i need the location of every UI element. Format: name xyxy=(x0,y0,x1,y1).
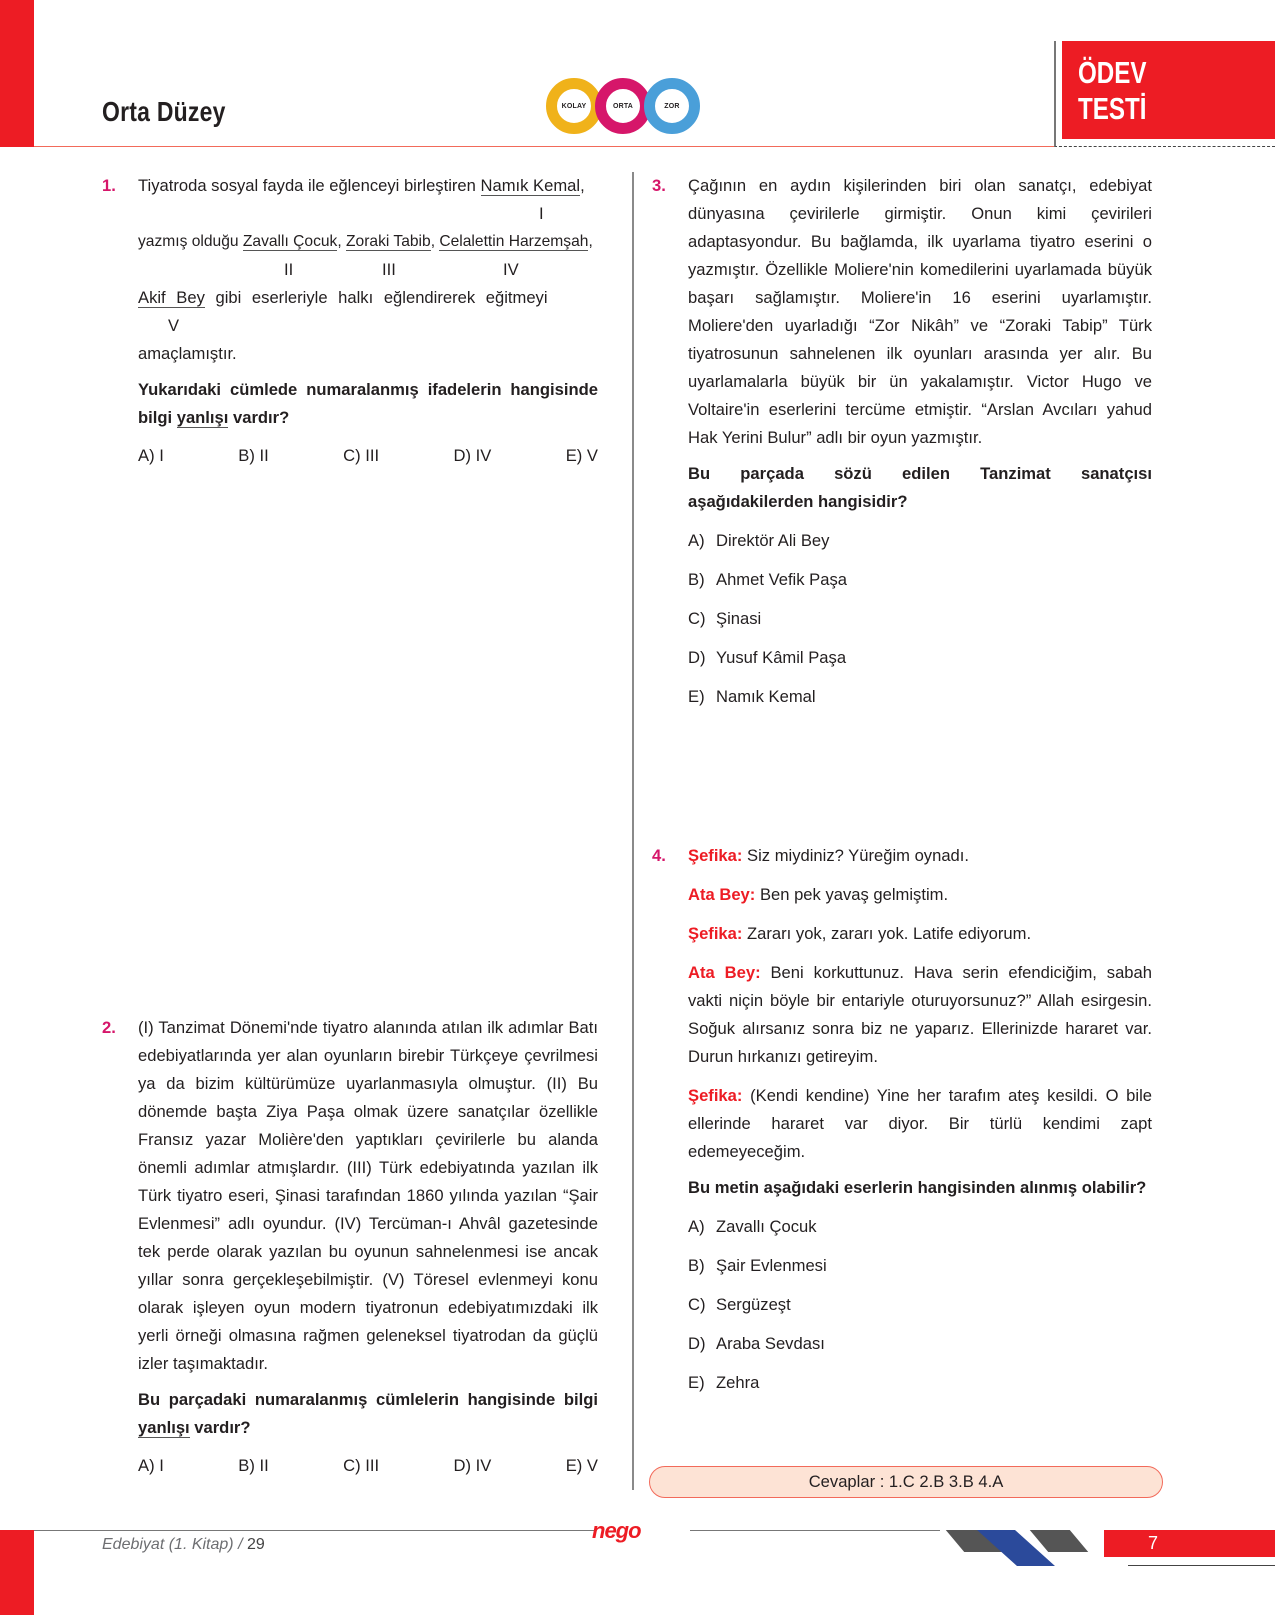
option-e[interactable]: E) Zehra xyxy=(688,1373,760,1392)
option-b[interactable]: B) Ahmet Vefik Paşa xyxy=(688,570,847,589)
roman-label: V xyxy=(168,316,180,335)
question-passage: (I) Tanzimat Dönemi'nde tiyatro alanında atılan ilk adımlar Batı edebiyatlarında yer alan oyunların birebir Türkçeye çevrilmesi ya da bizim kültürümüze uyarlanmasıyla olmuştur. (II) Bu dönemde başta Ziya Paşa olmak üzere sanatçılar özellikle Fransız yazar Molière'den yaptıkları çevirilerle bu alanda önemli adımlar atmışlardır. (III) Türk edebiyatında yazılan ilk Türk tiyatro eseri, Şinasi tarafından 1860 yılında yazılan “Şair Evlenmesi” adlı oyundur. (IV) Tercüman-ı Ahvâl gazetesinde tek perde olarak yazılan bu oyunun sahnelenmesi ise ancak yıllar sonra gerçekleşebilmiştir. (V) Töresel evlenmeyi konu olarak işleyen oyun modern tiyatronun edebiyatımızdaki ilk yerli örneği olmasına rağmen geleneksel tiyatrodan da güçlü izler taşımaktadır. xyxy=(138,1018,598,1373)
footer-divider xyxy=(34,1530,594,1531)
question-stem: Bu parçadaki numaralanmış cümlelerin hangisinde bilgi yanlışı vardır? xyxy=(138,1390,598,1437)
difficulty-orta-ring-icon: ORTA xyxy=(595,78,651,134)
roman-label: III xyxy=(382,260,396,279)
question-number: 3. xyxy=(652,176,666,195)
red-side-bar-bottom xyxy=(0,1530,34,1615)
option-a[interactable]: A) Zavallı Çocuk xyxy=(688,1217,817,1236)
option-c[interactable]: C) Şinasi xyxy=(688,609,762,628)
dialogue-line: Şefika: Siz miydiniz? Yüreğim oynadı. xyxy=(688,846,969,865)
footer-divider xyxy=(690,1530,940,1531)
underlined-phrase-ii: Zavallı Çocuk xyxy=(242,233,338,250)
level-title: Orta Düzey xyxy=(102,96,226,127)
question-passage: Çağının en aydın kişilerinden biri olan sanatçı, edebiyat dünyasına çevirilerle girmiştir. Onun kimi çevirileri adaptasyondur. Bu bağlamda, ilk uyarlama tiyatro eserini o yazmıştır. Özellikle Moliere'nin komedilerini uyarlamada büyük başarı sağlamıştır. Moliere'in 16 eserini uyarlamıştır. Moliere'den uyarladığı “Zor Nikâh” ve “Zoraki Tabip” Türk tiyatrosunun sahnelenen ilk oyunları arasında yer alır. Bu uyarlamalarla büyük bir ün yakalamıştır. Victor Hugo ve Voltaire'in eserlerini tercüme etmiştir. “Arslan Avcıları yahud Hak Yerini Bulur” adlı bir oyun yazmıştır. xyxy=(688,176,1152,447)
difficulty-zor-ring-icon: ZOR xyxy=(644,78,700,134)
question-stem: Yukarıdaki cümlede numaralanmış ifadelerin hangisinde bilgi yanlışı vardır? xyxy=(138,380,598,427)
odev-testi-badge: ÖDEV TESTİ xyxy=(1062,41,1275,139)
answer-key: Cevaplar : 1.C 2.B 3.B 4.A xyxy=(649,1466,1163,1498)
page-number: 7 xyxy=(1104,1530,1275,1557)
question-4 xyxy=(652,842,1152,1397)
book-reference: Edebiyat (1. Kitap) / 29 xyxy=(102,1536,265,1553)
option-d[interactable]: D) Yusuf Kâmil Paşa xyxy=(688,648,847,667)
roman-label: I xyxy=(539,204,544,223)
question-number: 4. xyxy=(652,846,666,865)
option-b[interactable]: B) II xyxy=(238,446,269,465)
roman-label: IV xyxy=(503,260,519,279)
answer-options xyxy=(138,1452,598,1480)
red-side-bar-top xyxy=(0,0,34,147)
underlined-phrase-i: Namık Kemal xyxy=(480,176,581,195)
column-divider xyxy=(632,172,634,1490)
option-a[interactable]: A) Direktör Ali Bey xyxy=(688,531,830,550)
answer-options xyxy=(138,442,598,470)
question-number: 2. xyxy=(102,1018,116,1037)
option-a[interactable]: A) I xyxy=(138,1456,164,1475)
option-b[interactable]: B) Şair Evlenmesi xyxy=(688,1256,827,1275)
answer-options xyxy=(688,527,1152,711)
dialogue-line: Şefika: Zararı yok, zararı yok. Latife ediyorum. xyxy=(688,924,1032,943)
option-c[interactable]: C) Sergüzeşt xyxy=(688,1295,791,1314)
question-stem: Bu parçada sözü edilen Tanzimat sanatçısı aşağıdakilerden hangisidir? xyxy=(688,464,1152,511)
question-1: 1. Tiyatroda sosyal fayda ile eğlenceyi birleştiren Namık Kemal, I yazmış olduğu Zavallı Çocuk, Zoraki Tabib, Celalettin Harzemşah, II III IV Akif Bey gibi eserleriyle halkı eğlendirerek eğitmeyi V amaçlamıştır. Yukarıdaki cümlede numaralanmış ifadelerin hangisinde bilgi yanlışı vardır? A) I B) II C) III D) IV E) V xyxy=(138,172,598,470)
question-2 xyxy=(102,1014,598,1480)
option-d[interactable]: D) IV xyxy=(453,446,492,465)
roman-label: II xyxy=(284,260,294,279)
header-divider xyxy=(34,146,1054,147)
page-number-underline xyxy=(1128,1565,1275,1566)
option-c[interactable]: C) III xyxy=(343,1456,380,1475)
option-e[interactable]: E) Namık Kemal xyxy=(688,687,816,706)
question-number: 1. xyxy=(102,176,116,195)
underlined-phrase-iii: Zoraki Tabib xyxy=(346,233,431,250)
difficulty-indicator xyxy=(546,78,706,134)
option-b[interactable]: B) II xyxy=(238,1456,269,1475)
underlined-phrase-v: Akif Bey xyxy=(138,288,205,307)
option-d[interactable]: D) Araba Sevdası xyxy=(688,1334,825,1353)
option-c[interactable]: C) III xyxy=(343,446,380,465)
option-e[interactable]: E) V xyxy=(565,1456,598,1475)
question-stem: Bu metin aşağıdaki eserlerin hangisinden alınmış olabilir? xyxy=(688,1178,1147,1197)
publisher-logo: nego xyxy=(592,1518,641,1543)
dialogue-line: Şefika: (Kendi kendine) Yine her tarafım ateş kesildi. O bile ellerinde hararet var diyor. Bir türlü kendimi zapt edemeyeceğim. xyxy=(688,1086,1152,1161)
difficulty-kolay-ring-icon: KOLAY xyxy=(546,78,602,134)
option-e[interactable]: E) V xyxy=(565,446,598,465)
answer-options xyxy=(688,1213,1152,1397)
underlined-phrase-iv: Celalettin Harzemşah xyxy=(439,233,589,250)
option-a[interactable]: A) I xyxy=(138,446,164,465)
dialogue-line: Ata Bey: Ben pek yavaş gelmiştim. xyxy=(688,885,949,904)
dialogue-line: Ata Bey: Beni korkuttunuz. Hava serin efendiciğim, sabah vakti niçin böyle bir entariyle oturuyorsunuz?” Allah esirgesin. Soğuk alırsanız sonra biz ne yaparız. Ellerinizde hararet var. Durun hırkanızı getireyim. xyxy=(688,963,1152,1066)
option-d[interactable]: D) IV xyxy=(453,1456,492,1475)
stripe-icon xyxy=(1030,1530,1088,1552)
question-3 xyxy=(652,172,1152,711)
